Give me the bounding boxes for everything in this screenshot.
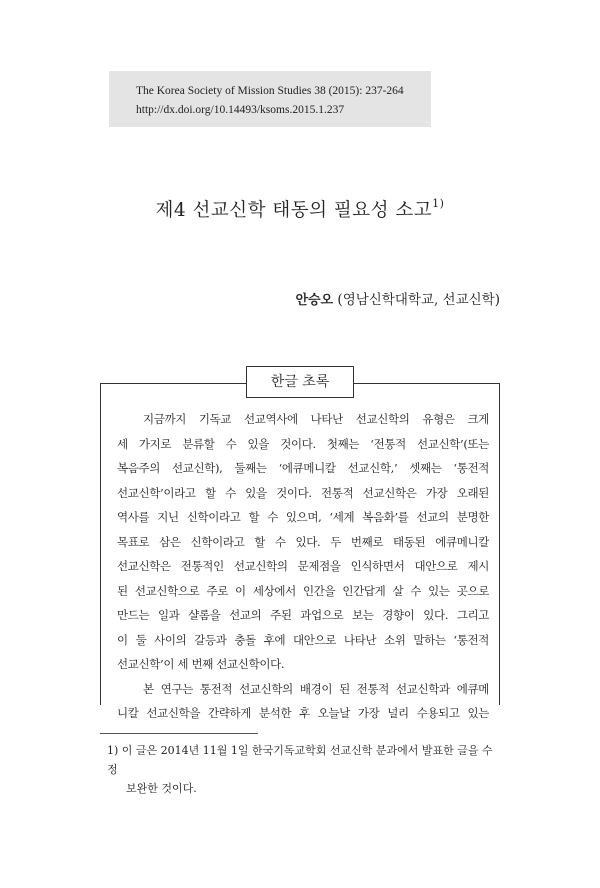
abstract-label: 한글 초록 — [246, 366, 354, 398]
abstract-line: 선교신학’이 세 번째 선교신학이다. — [117, 657, 285, 671]
abstract-line: 니칼 선교신학을 간략하게 분석한 후 오늘날 가장 널리 수용되고 있는 — [117, 706, 489, 720]
doi-link[interactable]: http://dx.doi.org/10.14493/ksoms.2015.1.237 — [136, 104, 345, 116]
title-footnote-mark[interactable]: 1) — [432, 196, 445, 210]
abstract-line: 만드는 일과 샬롬을 선교의 주된 과업으로 보는 경향이 있다. 그리고 — [117, 608, 489, 622]
abstract-paragraph-2 — [117, 677, 489, 726]
abstract-line: 지금까지 기독교 선교역사에 나타난 선교신학의 유형은 크게 — [143, 412, 489, 426]
author-name: 안승오 — [295, 293, 334, 308]
abstract-paragraph-1 — [117, 407, 489, 677]
author-line — [295, 288, 500, 308]
footnote-line-1: 1) 이 글은 2014년 11월 1일 한국기독교학회 선교신학 분과에서 발표한 글을 수정 — [107, 744, 493, 776]
abstract-body — [117, 407, 489, 726]
footnote-divider — [100, 733, 258, 734]
abstract-line: 복음주의 선교신학), 둘째는 ‘에큐메니칼 선교신학,’ 셋째는 ‘통전적 — [117, 461, 489, 475]
abstract-line: 본 연구는 통전적 선교신학의 배경이 된 전통적 선교신학과 에큐메 — [143, 681, 489, 696]
abstract-line: 선교신학’이라고 할 수 있을 것이다. 전통적 선교신학은 가장 오래된 — [117, 485, 489, 500]
author-affiliation: (영남신학대학교, 선교신학) — [337, 292, 500, 308]
abstract-line: 목표로 삼은 신학이라고 할 수 있다. 두 번째로 태동된 에큐메니칼 — [117, 534, 489, 549]
abstract-line: 이 둘 사이의 갈등과 충돌 후에 대안으로 나타난 소위 말하는 ‘통전적 — [117, 632, 489, 647]
paper-title-text: 제4 선교신학 태동의 필요성 소고 — [155, 200, 433, 221]
journal-citation: The Korea Society of Mission Studies 38 (2015): 237-264 — [136, 85, 404, 97]
abstract-line: 세 가지로 분류할 수 있을 것이다. 첫째는 ‘전통적 선교신학’(또는 — [117, 436, 489, 451]
abstract-line: 된 선교신학으로 주로 이 세상에서 인간을 인간답게 살 수 있는 곳으로 — [117, 583, 489, 598]
footnote — [107, 741, 500, 798]
abstract-line: 선교신학은 전통적인 선교신학의 문제점을 인식하면서 대안으로 제시 — [117, 559, 489, 573]
paper-title — [0, 196, 600, 222]
journal-header-box — [109, 71, 431, 127]
abstract-line: 역사를 지닌 신학이라고 할 수 있으며, ‘세계 복음화’를 선교의 분명한 — [117, 510, 489, 524]
footnote-line-2: 보완한 것이다. — [126, 782, 197, 795]
